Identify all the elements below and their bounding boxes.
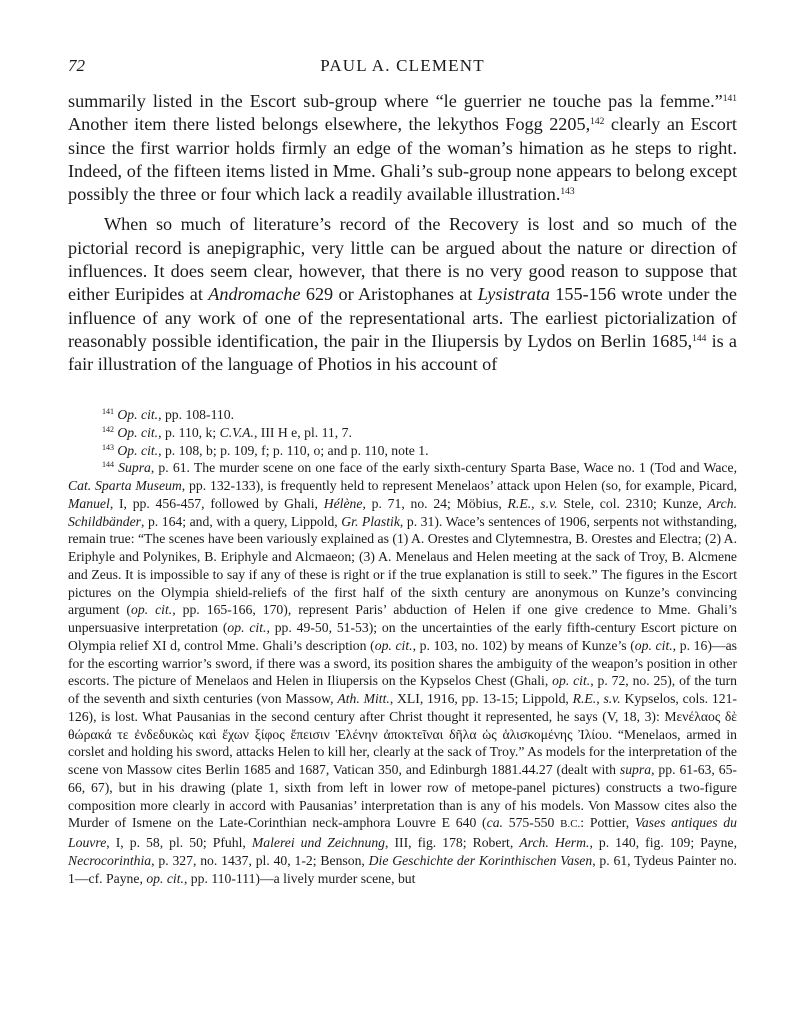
footnote-141: $^{141}$ Op. cit., pp. 108-110. xyxy=(102,407,235,422)
footnote-144: $^{144}$ Supra, p. 61. The murder scene on one face of the early sixth-century Sparta Base, Wace no. 1 (Tod and Wace, Cat. Sparta Museum, pp. 132-133), is frequently held to represent Menelaos’ attack upon Helen (so, for example, Picard, Manuel, I, pp. 456-457, followed by Ghali, Hélène, p. 71, no. 24; Möbius, R.E., s.v. Stele, col. 2310; Kunze, Arch. Schildbänder, p. 164; and, with a query, Lippold, Gr. Plastik, p. 31). Wace’s sentences of 1906, serpents not withstanding, remain true: “The scenes have been variously explained as (1) A. Orestes and Clytemnestra, B. Orestes and Electra; (2) A. Eriphyle and Polynikes, B. Eriphyle and Alcmaeon; (3) A. Menelaus and Helen meeting at the sack of Troy, B. Alcmene and Zeus. It is impossible to say if any of these is right or if the true explanation is still to seek.” The figures in the Escort pictures on the Olympia shield-reliefs of the first half of the sixth century are anonymous on Kunze’s convincing argument (op. cit., pp. 165-166, 170), represent Paris’ abduction of Helen if one give credence to Mme. Ghali’s unpersuasive interpretation (op. cit., pp. 49-50, 51-53); on the uncertainties of the early fifth-century Escort picture on Olympia relief XI d, control Mme. Ghali’s description (op. cit., p. 103, no. 102) by means of Kunze’s (op. cit., p. 16)—as for the escorting warrior’s sword, if there was a sword, its position shares the ambiguity of the weapon’s position in other escorts. The picture of Menelaos and Helen in Iliupersis on the Kypselos Chest (Ghali, op. cit., p. 72, no. 25), of the turn of the seventh and sixth centuries (von Massow, Ath. Mitt., XLI, 1916, pp. 13-15; Lippold, R.E., s.v. Kypselos, cols. 121-126), is lost. What Pausanias in the second century after Christ thought it represented, he says (V, 18, 3): Μενέλαος δὲ θώρακά τε ἐνδεδυκὼς καὶ ἔχων ξίφος ἔπεισιν Ἑλένην ἀποκτεῖναι δῆλα ὡς ἁλισκομένης Ἰλίου. “Menelaos, armed in corslet and holding his sword, attacks Helen to kill her, clearly at the sack of Troy.” As models for the interpretation of the scene von Massow cites Berlin 1685 and 1687, Vatican 350, and Edinburgh 1881.44.27 (dealt with supra, pp. 61-63, 65-66, 67), but in his drawing (plate 1, sixth from left in lower row of metope-panel pictures) constructs a two-figure composition more clearly in accord with Pausanias’ interpretation than is any of his models. Von Massow cites also the Murder of Ismene on the Late-Corinthian neck-amphora Louvre E 640 (ca. 575-550 B.C.: Pottier, Vases antiques du Louvre, I, p. 58, pl. 50; Pfuhl, Malerei und Zeichnung, III, fig. 178; Robert, Arch. Herm., p. 140, fig. 109; Payne, Necrocorinthia, p. 327, no. 1437, pl. 40, 1-2; Benson, Die Geschichte der Korinthischen Vasen, p. 61, Tydeus Painter no. 1—cf. Payne, op. cit., pp. 110-111)—a lively murder scene, but xyxy=(68,460,738,886)
page-number: 72 xyxy=(68,56,85,75)
main-text xyxy=(68,90,737,377)
footnote-ref[interactable]: 141 xyxy=(722,94,737,104)
paragraph-2: When so much of literature’s record of the Recovery is lost and so much of the pictorial record is anepigraphic, very little can be argued about the nature or direction of influences. It does seem clear, however, that there is no very good reason to suppose that either Euripides at Andromache 629 or Aristophanes at Lysistrata 155-156 wrote under the influence of any work of one of the representational arts. The earliest pictorialization of reasonably possible identification, the pair in the Iliupersis by Lydos on Berlin 1685,$^{144}$ is a fair illustration of the language of Photios in his account of xyxy=(68,214,737,375)
running-head: PAUL A. CLEMENT xyxy=(320,56,485,75)
footnotes xyxy=(68,406,737,887)
footnote-142: $^{142}$ Op. cit., p. 110, k; C.V.A., III H e, pl. 11, 7. xyxy=(102,424,352,440)
footnote-ref[interactable]: 144 xyxy=(692,333,707,344)
greek-quotation: Μενέλαος δὲ θώρακά τε ἐνδεδυκὼς καὶ ἔχων ξίφος ἔπεισιν Ἑλένην ἀποκτεῖναι δῆλα ὡς ἁλισκομένης Ἰλίου. xyxy=(68,708,738,742)
footnote-ref[interactable]: 143 xyxy=(560,187,575,198)
footnote-143: $^{143}$ Op. cit., p. 108, b; p. 109, f; p. 110, o; and p. 110, note 1. xyxy=(102,442,429,458)
paragraph-1: summarily listed in the Escort sub-group where “le guerrier ne touche pas la femme.”$^{141}$ Another item there listed belongs elsewhere, the lekythos Fogg 2205,$^{142}$ clearly an Escort since the first warrior holds firmly an edge of the woman’s himation as he steps to right. Indeed, of the fifteen items listed in Mme. Ghali’s sub-group none appears to belong except possibly the three or four which lack a readily available illustration.$^{143}$ xyxy=(68,91,737,205)
footnote-ref[interactable]: 142 xyxy=(590,117,605,128)
page-header xyxy=(68,56,737,80)
